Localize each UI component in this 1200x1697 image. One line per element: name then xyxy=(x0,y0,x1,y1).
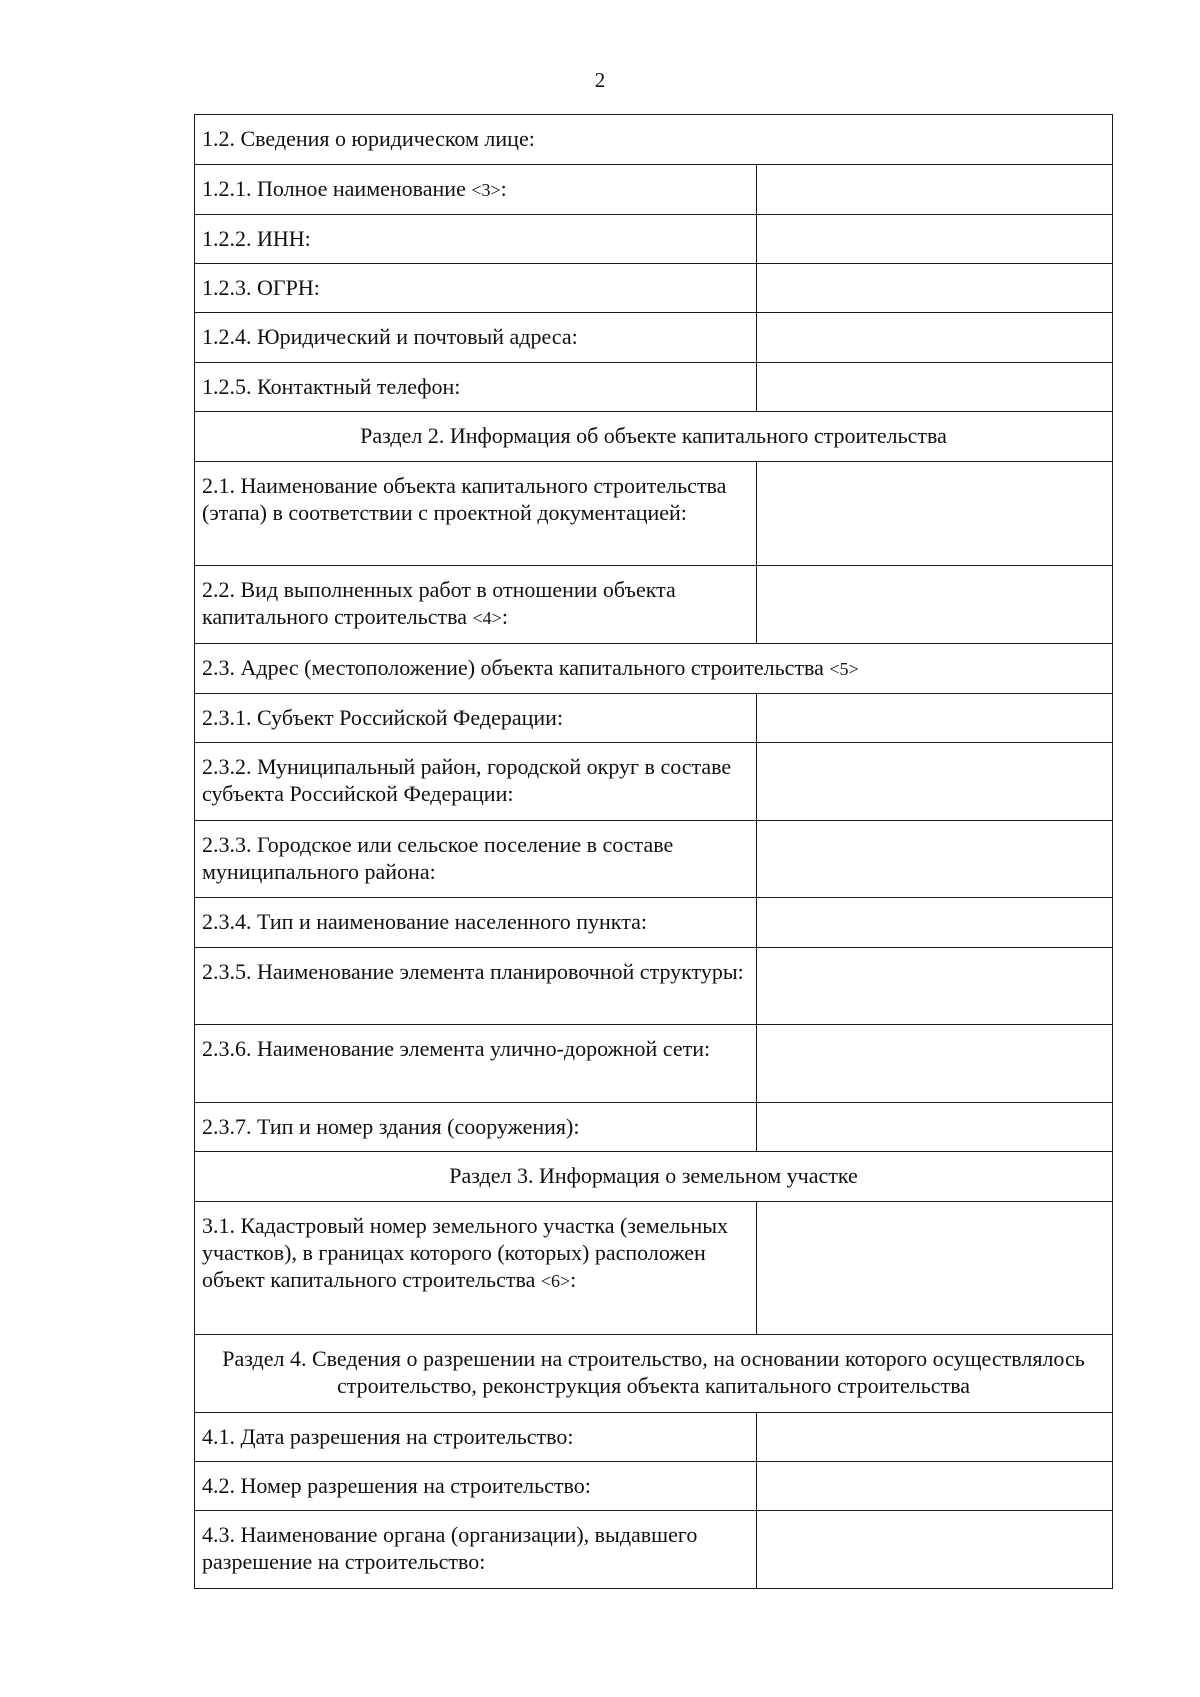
row-label-text: 2.3.7. Тип и номер здания (сооружения): xyxy=(202,1114,580,1139)
field-value-cell[interactable] xyxy=(757,1413,1113,1462)
field-value-cell[interactable] xyxy=(757,1103,1113,1152)
field-label-cell xyxy=(195,1103,757,1152)
field-label-cell xyxy=(195,363,757,412)
table-row xyxy=(195,694,1113,743)
row-label-text: 1.2.5. Контактный телефон: xyxy=(202,374,461,399)
footnote-ref: <3> xyxy=(471,180,501,200)
row-label-text: 2.2. Вид выполненных работ в отношении объекта капитального строительства xyxy=(202,577,676,629)
group-heading xyxy=(195,115,1113,165)
table-row xyxy=(195,743,1113,821)
field-value-cell[interactable] xyxy=(757,264,1113,313)
table-row xyxy=(195,948,1113,1025)
footnote-ref: <6> xyxy=(540,1271,571,1291)
field-value-cell[interactable] xyxy=(757,165,1113,215)
table-row xyxy=(195,264,1113,313)
table-row xyxy=(195,1103,1113,1152)
row-label-text: 4.2. Номер разрешения на строительство: xyxy=(202,1473,591,1498)
form-table xyxy=(194,114,1113,1589)
row-label-text: 2.1. Наименование объекта капитального строительства (этапа) в соответствии с проектной документацией: xyxy=(202,473,727,525)
row-label-text: 2.3.6. Наименование элемента улично-дорожной сети: xyxy=(202,1036,711,1061)
field-value-cell[interactable] xyxy=(757,821,1113,898)
table-row xyxy=(195,215,1113,264)
row-label-text: Раздел 2. Информация об объекте капитального строительства xyxy=(360,423,947,448)
table-row xyxy=(195,1025,1113,1103)
table-row xyxy=(195,313,1113,363)
field-label-cell xyxy=(195,462,757,566)
field-value-cell[interactable] xyxy=(757,1462,1113,1511)
row-label-text: 4.1. Дата разрешения на строительство: xyxy=(202,1424,574,1449)
table-row xyxy=(195,462,1113,566)
table-row xyxy=(195,644,1113,694)
row-label-text: 1.2.3. ОГРН: xyxy=(202,275,320,300)
group-heading xyxy=(195,644,1113,694)
row-label-text: 1.2.4. Юридический и почтовый адреса: xyxy=(202,324,578,349)
field-label-cell xyxy=(195,566,757,644)
row-label-text: 2.3.3. Городское или сельское поселение в составе муниципального района: xyxy=(202,832,674,884)
table-row xyxy=(195,1152,1113,1202)
field-label-cell xyxy=(195,165,757,215)
row-label-text: 4.3. Наименование органа (организации), выдавшего разрешение на строительство: xyxy=(202,1522,698,1574)
table-row xyxy=(195,1462,1113,1511)
field-value-cell[interactable] xyxy=(757,1025,1113,1103)
table-row xyxy=(195,165,1113,215)
row-label-text: Раздел 4. Сведения о разрешении на строительство, на основании которого осуществлялось строительство, реконструкция объекта капитального строительства xyxy=(222,1346,1085,1398)
row-label-text: Раздел 3. Информация о земельном участке xyxy=(449,1163,858,1188)
row-label-text: 2.3.2. Муниципальный район, городской округ в составе субъекта Российской Федерации: xyxy=(202,754,732,806)
field-value-cell[interactable] xyxy=(757,363,1113,412)
field-value-cell[interactable] xyxy=(757,898,1113,948)
row-label-text: 2.3.4. Тип и наименование населенного пункта: xyxy=(202,909,647,934)
row-label-text: 2.3.1. Субъект Российской Федерации: xyxy=(202,705,564,730)
field-label-cell xyxy=(195,1025,757,1103)
table-row xyxy=(195,1511,1113,1589)
table-row xyxy=(195,898,1113,948)
field-value-cell[interactable] xyxy=(757,313,1113,363)
table-row xyxy=(195,821,1113,898)
table-row xyxy=(195,412,1113,462)
field-label-cell xyxy=(195,1511,757,1589)
row-label-text: 2.3.5. Наименование элемента планировочной структуры: xyxy=(202,959,744,984)
field-label-cell xyxy=(195,1202,757,1335)
table-row xyxy=(195,1202,1113,1335)
footnote-ref: <5> xyxy=(829,659,859,679)
label-suffix: : xyxy=(501,604,508,629)
row-label-text: 3.1. Кадастровый номер земельного участка (земельных участков), в границах которого (которых) расположен объект капитального строительства xyxy=(202,1213,729,1292)
table-row xyxy=(195,1413,1113,1462)
field-value-cell[interactable] xyxy=(757,1202,1113,1335)
field-label-cell xyxy=(195,743,757,821)
row-label-text: 1.2. Сведения о юридическом лице: xyxy=(202,126,535,151)
field-label-cell xyxy=(195,264,757,313)
field-label-cell xyxy=(195,821,757,898)
label-suffix: : xyxy=(500,176,507,201)
footnote-ref: <4> xyxy=(472,608,502,628)
row-label-text: 2.3. Адрес (местоположение) объекта капитального строительства xyxy=(202,655,824,680)
section-heading xyxy=(195,1335,1113,1413)
table-row xyxy=(195,1335,1113,1413)
field-label-cell xyxy=(195,313,757,363)
field-value-cell[interactable] xyxy=(757,462,1113,566)
row-label-text: 1.2.2. ИНН: xyxy=(202,226,311,251)
field-label-cell xyxy=(195,1413,757,1462)
field-value-cell[interactable] xyxy=(757,1511,1113,1589)
field-value-cell[interactable] xyxy=(757,743,1113,821)
field-value-cell[interactable] xyxy=(757,948,1113,1025)
field-value-cell[interactable] xyxy=(757,215,1113,264)
field-label-cell xyxy=(195,694,757,743)
field-label-cell xyxy=(195,1462,757,1511)
field-value-cell[interactable] xyxy=(757,566,1113,644)
form-table-body xyxy=(195,115,1113,1589)
row-label-text: 1.2.1. Полное наименование xyxy=(202,176,466,201)
label-suffix: : xyxy=(570,1267,577,1292)
field-label-cell xyxy=(195,215,757,264)
field-value-cell[interactable] xyxy=(757,694,1113,743)
section-heading xyxy=(195,1152,1113,1202)
section-heading xyxy=(195,412,1113,462)
field-label-cell xyxy=(195,948,757,1025)
field-label-cell xyxy=(195,898,757,948)
page-number: 2 xyxy=(594,68,606,92)
table-row xyxy=(195,566,1113,644)
table-row xyxy=(195,115,1113,165)
table-row xyxy=(195,363,1113,412)
